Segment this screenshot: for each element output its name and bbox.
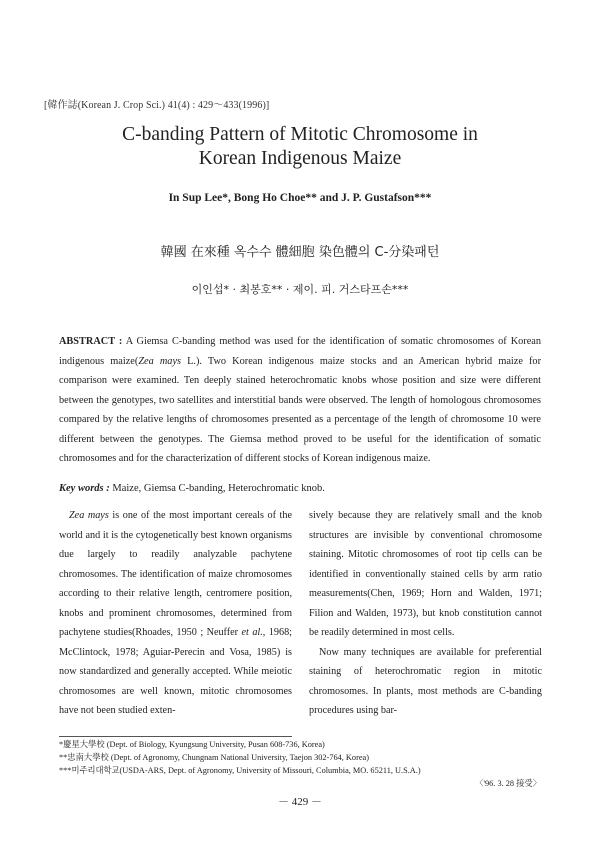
abstract-species: Zea mays [138, 355, 182, 367]
species-name: Zea mays [69, 510, 109, 521]
footnote-divider [59, 736, 292, 737]
title-line-2: Korean Indigenous Maize [198, 148, 402, 169]
footnote-3: ***미주리대학교(USDA-ARS, Dept. of Agronomy, University of Missouri, Columbia, MO. 65211, U.S.A.) [59, 766, 421, 775]
footnote-2: **忠南大學校 (Dept. of Agronomy, Chungnam National University, Taejon 302-764, Korea) [59, 753, 369, 762]
footnotes [59, 738, 541, 790]
body-column-right [309, 506, 542, 721]
et-al: et al. [241, 627, 263, 639]
body-right-paragraph-2 [309, 643, 542, 721]
body-column-left [59, 506, 292, 721]
footnote-1: *慶星大學校 (Dept. of Biology, Kyungsung University, Pusan 608-736, Korea) [59, 740, 325, 749]
body-left-text-a: is one of the most important cereals of the world and it is the cytogenetically best known organisms due largely to readily analyzable pachytene chromosomes. The identification of maize chromosomes according to their relative length, centromere position, knobs and prominent chromosomes, determined from pachytene studies(Rhoades, 1950 ; Neuffer [59, 510, 292, 639]
abstract-label: ABSTRACT : [59, 336, 123, 347]
body-right-paragraph-2-text: Now many techniques are available for preferential staining of heterochromatic region in mitotic chromosomes. In plants, most methods are C-banding procedures using bar- [309, 646, 542, 717]
body-left-text-b: , 1968; McClintock, 1978; Aguiar-Perecin and Vosa, 1985) is now standardized and generally accepted. While meiotic chromosomes are well known, mitotic chromosomes have not been studied exten- [59, 627, 292, 717]
body-right-paragraph-1: sively because they are relatively small and the knob structures are invisible by conventional chromosome staining. Mitotic chromosomes of root tip cells can be identified in conventionally stained cells by arm ratio measurements(Chen, 1969; Horn and Walden, 1971; Filion and Walden, 1973), but knob constitution cannot be readily determined in most cells. [309, 510, 542, 639]
abstract-text-b: L.). Two Korean indigenous maize stocks and an American hybrid maize for comparison were examined. Ten deeply stained heterochromatic knobs whose position and size were different between the genotypes, two satellites and interstitial bands were observed. The length of homologous chromosomes compared by the relative lengths of chromosomes presented as a percentage of the length of chromosome 10 were different between the genotypes. The Giemsa method proved to be useful for the identification of somatic chromosomes and for the characterization of different stocks of Korean indigenous maize. [59, 355, 542, 464]
abstract [59, 332, 541, 469]
keywords-text: Maize, Giemsa C-banding, Heterochromatic knob. [109, 483, 325, 494]
korean-author-list: 이인섭* · 최봉호** · 제이. 피. 거스타프손*** [191, 283, 409, 296]
keywords-label: Key words : [59, 483, 110, 494]
journal-citation: [韓作誌(Korean J. Crop Sci.) 41(4) : 429～433(1996)] [44, 100, 270, 111]
author-list: In Sup Lee*, Bong Ho Choe** and J. P. Gustafson*** [168, 192, 432, 204]
received-date: 〈'96. 3. 28 接受〉 [475, 779, 541, 788]
keywords [59, 483, 541, 494]
korean-title: 韓國 在來種 옥수수 體細胞 染色體의 C-分染패턴 [160, 245, 440, 260]
page-number: － 429 － [278, 796, 322, 808]
title-line-1: C-banding Pattern of Mitotic Chromosome in [122, 124, 478, 145]
paper-title [0, 123, 600, 171]
abstract-text-a: A Giemsa C-banding method was used for the identification of somatic chromosomes of Korean indigenous maize( [59, 336, 541, 367]
